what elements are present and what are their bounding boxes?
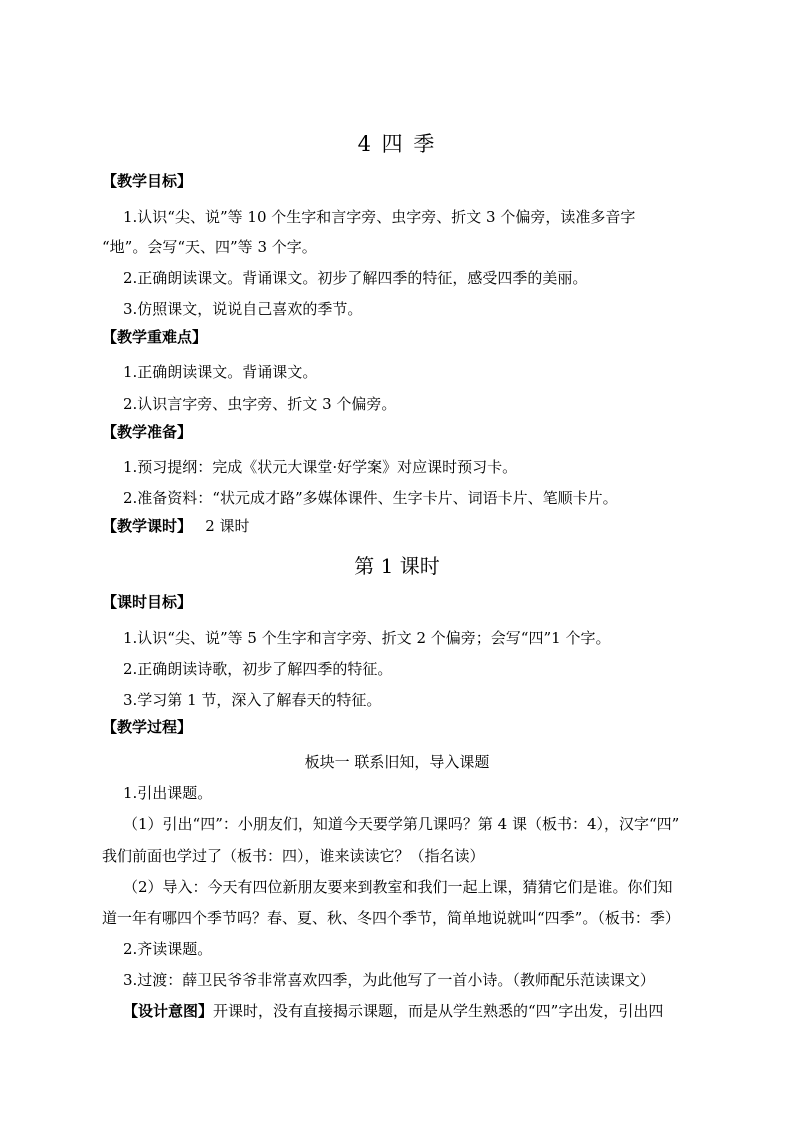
heading-preparation: 【教学准备】 [102,423,193,441]
process-step-2: 2.齐读课题。 [123,940,213,958]
heading-session-goals: 【课时目标】 [102,593,193,611]
step-1-sub-1-line-2: 我们前面也学过了（板书：四），谁来读读它？（指名读） [102,847,485,865]
session-title: 第 1 课时 [354,554,440,578]
heading-teaching-process: 【教学过程】 [102,718,193,736]
design-intent-label: 【设计意图】 [123,1002,214,1020]
lesson-title: 4 四 季 [357,132,437,156]
step-1-sub-1-line-1: （1）引出“四”：小朋友们，知道今天要学第几课吗？第 4 课（板书：4），汉字“四” [123,815,680,833]
session-goal-2: 2.正确朗读诗歌，初步了解四季的特征。 [123,660,393,678]
heading-teaching-goals: 【教学目标】 [102,172,193,190]
session-goal-1: 1.认识“尖、说”等 5 个生字和言字旁、折文 2 个偏旁；会写“四”1 个字。 [123,629,611,647]
process-step-1: 1.引出课题。 [123,784,213,802]
design-intent-text: 开课时，没有直接揭示课题，而是从学生熟悉的“四”字出发，引出四 [213,1002,664,1020]
goal-2: 2.正确朗读课文。背诵课文。初步了解四季的特征，感受四季的美丽。 [123,269,588,287]
key-point-2: 2.认识言字旁、虫字旁、折文 3 个偏旁。 [123,395,397,413]
key-point-1: 1.正确朗读课文。背诵课文。 [123,363,318,381]
goal-3: 3.仿照课文，说说自己喜欢的季节。 [123,300,363,318]
class-hours-value: 2 课时 [205,517,250,535]
preparation-2: 2.准备资料：“状元成才路”多媒体课件、生字卡片、词语卡片、笔顺卡片。 [123,489,618,507]
heading-class-hours [102,516,250,536]
design-intent [123,1001,663,1021]
heading-key-points: 【教学重难点】 [102,328,208,346]
preparation-1: 1.预习提纲：完成《状元大课堂·好学案》对应课时预习卡。 [123,458,518,476]
block-one-title: 板块一 联系旧知，导入课题 [304,753,490,771]
step-1-sub-2-line-2: 道一年有哪四个季节吗？春、夏、秋、冬四个季节，简单地说就叫“四季”。（板书：季） [102,909,680,927]
process-step-3: 3.过渡：薛卫民爷爷非常喜欢四季，为此他写了一首小诗。（教师配乐范读课文） [123,971,655,989]
goal-1-line-1: 1.认识“尖、说”等 10 个生字和言字旁、虫字旁、折文 3 个偏旁，读准多音字 [123,208,636,226]
session-goal-3: 3.学习第 1 节，深入了解春天的特征。 [123,691,382,709]
class-hours-label: 【教学课时】 [102,517,193,535]
goal-1-line-2: “地”。会写“天、四”等 3 个字。 [102,238,317,256]
step-1-sub-2-line-1: （2）导入：今天有四位新朋友要来到教室和我们一起上课，猜猜它们是谁。你们知 [123,878,673,896]
